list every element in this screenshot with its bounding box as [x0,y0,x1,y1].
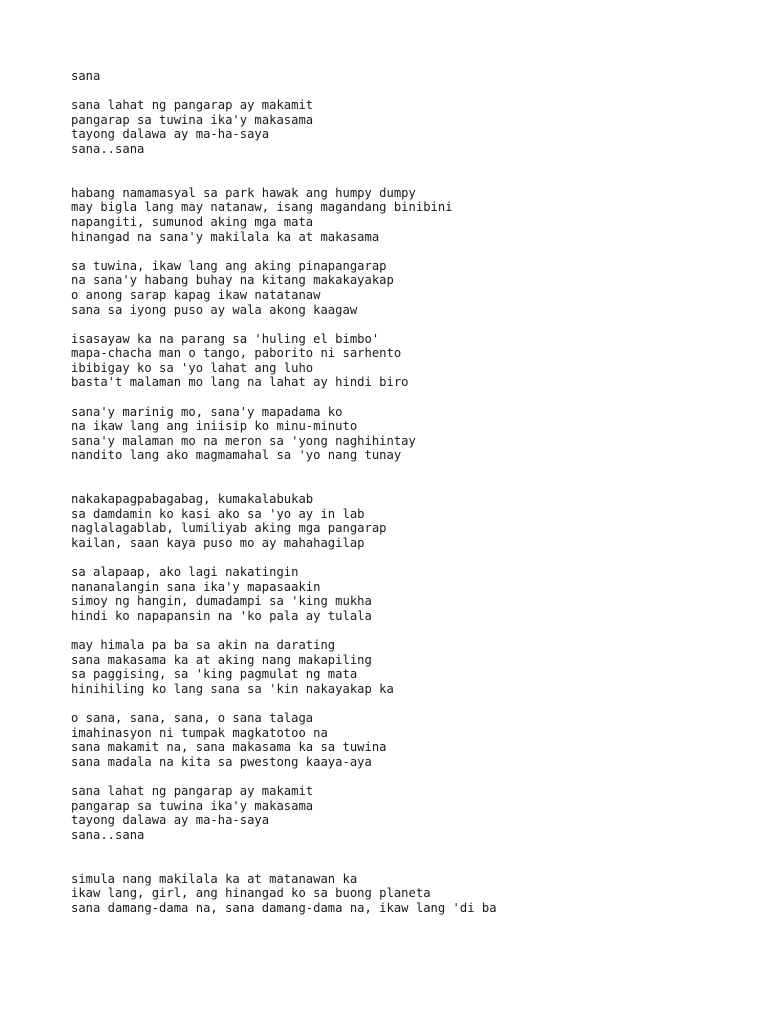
stanza [71,711,751,769]
lyric-line: sana'y malaman mo na meron sa 'yong naghihintay [71,433,416,448]
lyric-line: sana makamit na, sana makasama ka sa tuwina [71,740,387,755]
lyric-line: naglalagablab, lumiliyab aking mga pangarap [71,521,387,536]
lyrics-document [71,69,751,915]
stanza [71,872,751,916]
lyric-line: sana'y marinig mo, sana'y mapadama ko [71,404,343,419]
lyric-line: hinangad na sana'y makilala ka at makasama [71,229,380,244]
lyric-line: o anong sarap kapag ikaw natatanaw [71,287,321,302]
document-title-block [71,69,751,84]
lyric-line: o sana, sana, sana, o sana talaga [71,711,314,726]
stanza [71,98,751,156]
lyric-line: sana..sana [71,141,145,156]
lyric-line: ikaw lang, girl, ang hinangad ko sa buong planeta [71,886,431,901]
lyric-line: hindi ko napapansin na 'ko pala ay tulala [71,608,372,623]
stanza [71,186,751,244]
lyric-line: na sana'y habang buhay na kitang makakayakap [71,273,394,288]
stanza-list [71,98,751,915]
lyric-line: sa paggising, sa 'king pagmulat ng mata [71,667,358,682]
lyric-line: ibibigay ko sa 'yo lahat ang luho [71,360,314,375]
lyric-line: may bigla lang may natanaw, isang magandang binibini [71,200,453,215]
lyric-line: sa tuwina, ikaw lang ang aking pinapangarap [71,258,387,273]
lyric-line: sa alapaap, ako lagi nakatingin [71,565,299,580]
stanza [71,332,751,390]
stanza [71,565,751,623]
lyric-line: kailan, saan kaya puso mo ay mahahagilap [71,536,365,550]
stanza [71,784,751,842]
lyric-line: sa damdamin ko kasi ako sa 'yo ay in lab [71,506,365,521]
lyric-line: nandito lang ako magmamahal sa 'yo nang tunay [71,448,402,463]
lyric-line: tayong dalawa ay ma-ha-saya [71,127,270,142]
stanza [71,492,751,550]
stanza [71,405,751,463]
lyric-line: mapa-chacha man o tango, paborito ni sarhento [71,346,402,361]
document-title: sana [71,69,101,83]
lyric-line: sana sa iyong puso ay wala akong kaagaw [71,302,358,317]
lyric-line: nananalangin sana ika'y mapasaakin [71,579,321,594]
lyric-line: pangarap sa tuwina ika'y makasama [71,112,314,127]
lyric-line: sana lahat ng pangarap ay makamit [71,784,314,799]
lyric-line: napangiti, sumunod aking mga mata [71,214,314,229]
lyric-line: sana lahat ng pangarap ay makamit [71,98,314,113]
lyric-line: pangarap sa tuwina ika'y makasama [71,798,314,813]
lyric-line: may himala pa ba sa akin na darating [71,638,336,653]
lyric-line: isasayaw ka na parang sa 'huling el bimbo' [71,331,380,346]
lyric-line: sana damang-dama na, sana damang-dama na, ikaw lang 'di ba [71,900,497,915]
lyric-line: sana makasama ka at aking nang makapiling [71,652,372,667]
lyric-line: imahinasyon ni tumpak magkatotoo na [71,725,328,740]
lyric-line: habang namamasyal sa park hawak ang humpy dumpy [71,185,416,200]
stanza [71,259,751,317]
lyric-line: sana..sana [71,827,145,842]
lyric-line: sana madala na kita sa pwestong kaaya-aya [71,754,372,769]
lyric-line: na ikaw lang ang iniisip ko minu-minuto [71,419,358,434]
stanza [71,638,751,696]
lyric-line: hinihiling ko lang sana sa 'kin nakayakap ka [71,681,394,696]
lyric-line: nakakapagpabagabag, kumakalabukab [71,492,314,507]
lyric-line: simoy ng hangin, dumadampi sa 'king mukha [71,594,372,609]
lyric-line: simula nang makilala ka at matanawan ka [71,871,358,886]
lyric-line: basta't malaman mo lang na lahat ay hindi biro [71,375,409,390]
lyric-line: tayong dalawa ay ma-ha-saya [71,813,270,828]
